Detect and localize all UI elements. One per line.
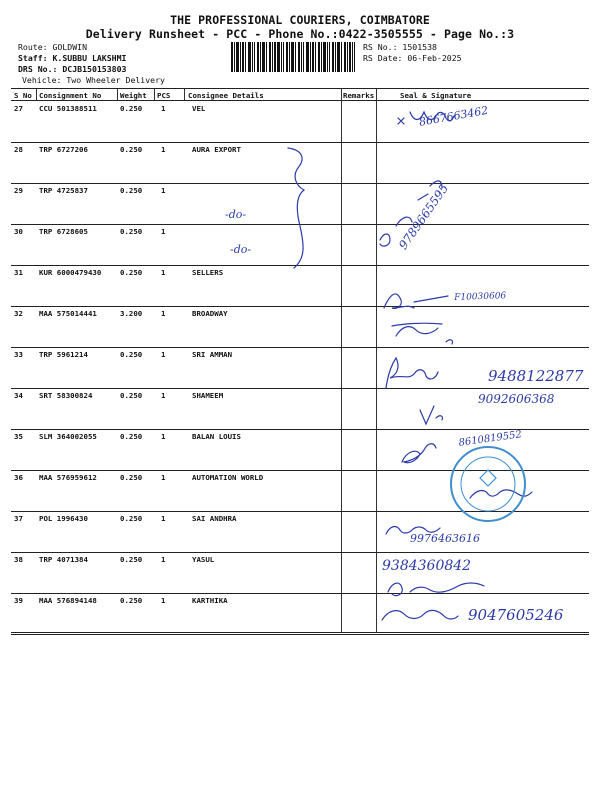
row-sno: 37 bbox=[14, 514, 23, 523]
row-pcs: 1 bbox=[161, 473, 166, 482]
row-sno: 38 bbox=[14, 555, 23, 564]
signature-31 bbox=[384, 294, 448, 308]
col-consignment: Consignment No bbox=[39, 91, 102, 100]
row-weight: 0.250 bbox=[120, 350, 143, 359]
row-pcs: 1 bbox=[161, 227, 166, 236]
row-pcs: 1 bbox=[161, 104, 166, 113]
handwritten-sig-38: 9384360842 bbox=[382, 558, 472, 574]
row-consignment-no: TRP 5961214 bbox=[39, 350, 88, 359]
row-weight: 0.250 bbox=[120, 145, 143, 154]
row-consignee: BROADWAY bbox=[192, 309, 228, 318]
row-consignment-no: POL 1996430 bbox=[39, 514, 88, 523]
row-consignment-no: CCU 501388511 bbox=[39, 104, 97, 113]
handwritten-sig-35: 8610819552 bbox=[458, 429, 523, 449]
vehicle-label: Vehicle: Two Wheeler Delivery bbox=[22, 75, 165, 85]
row-pcs: 1 bbox=[161, 145, 166, 154]
handwritten-sig-27: 8667663462 bbox=[418, 103, 490, 129]
seal-stamp bbox=[451, 447, 525, 521]
handwritten-sig-33: 9488122877 bbox=[488, 367, 584, 385]
row-sno: 28 bbox=[14, 145, 23, 154]
handwritten-sig-31: F10030606 bbox=[454, 291, 507, 303]
row-consignee: SHAMEEM bbox=[192, 391, 224, 400]
handwritten-sig-39: 9047605246 bbox=[468, 606, 564, 624]
row-consignee: YASUL bbox=[192, 555, 215, 564]
drs-label: DRS No.: DCJB150153803 bbox=[18, 64, 127, 74]
row-pcs: 1 bbox=[161, 268, 166, 277]
row-pcs: 1 bbox=[161, 350, 166, 359]
row-consignee: KARTHIKA bbox=[192, 596, 228, 605]
row-sno: 30 bbox=[14, 227, 23, 236]
row-weight: 0.250 bbox=[120, 186, 143, 195]
signature-35 bbox=[402, 444, 436, 463]
row-consignee: SAI ANDHRA bbox=[192, 514, 237, 523]
col-remarks: Remarks bbox=[343, 91, 375, 100]
col-consignee: Consignee Details bbox=[188, 91, 264, 100]
row-consignee: SRI AMMAN bbox=[192, 350, 233, 359]
row-sno: 29 bbox=[14, 186, 23, 195]
row-consignment-no: TRP 4725837 bbox=[39, 186, 88, 195]
signature-38 bbox=[388, 583, 484, 596]
row-consignment-no: SLM 364002055 bbox=[39, 432, 97, 441]
row-weight: 0.250 bbox=[120, 432, 143, 441]
handwritten-sig-29: 9789665595 bbox=[396, 181, 452, 253]
row-weight: 0.250 bbox=[120, 473, 143, 482]
company-title: THE PROFESSIONAL COURIERS, COIMBATORE bbox=[170, 13, 430, 27]
handwritten-ditto-1: -do- bbox=[225, 208, 247, 221]
row-sno: 36 bbox=[14, 473, 23, 482]
staff-label: Staff: K.SUBBU LAKSHMI bbox=[18, 53, 127, 63]
row-weight: 0.250 bbox=[120, 596, 143, 605]
handwritten-sig-37: 9976463616 bbox=[410, 532, 480, 545]
row-sno: 34 bbox=[14, 391, 23, 400]
handwritten-ditto-2: -do- bbox=[230, 243, 252, 256]
col-signature: Seal & Signature bbox=[400, 91, 472, 100]
row-pcs: 1 bbox=[161, 391, 166, 400]
row-weight: 0.250 bbox=[120, 227, 143, 236]
col-sno: S No bbox=[14, 91, 32, 100]
signature-39 bbox=[382, 610, 458, 620]
row-pcs: 1 bbox=[161, 555, 166, 564]
row-consignment-no: MAA 576894148 bbox=[39, 596, 97, 605]
signature-32 bbox=[392, 323, 453, 344]
rs-date: RS Date: 06-Feb-2025 bbox=[363, 53, 462, 63]
row-pcs: 1 bbox=[161, 432, 166, 441]
row-weight: 0.250 bbox=[120, 555, 143, 564]
row-consignee: SELLERS bbox=[192, 268, 224, 277]
row-consignment-no: MAA 575014441 bbox=[39, 309, 97, 318]
row-weight: 0.250 bbox=[120, 268, 143, 277]
runsheet-subtitle: Delivery Runsheet - PCC - Phone No.:0422-3505555 - Page No.:3 bbox=[85, 27, 515, 41]
row-sno: 35 bbox=[14, 432, 23, 441]
row-sno: 27 bbox=[14, 104, 23, 113]
row-weight: 3.200 bbox=[120, 309, 143, 318]
signature-33 bbox=[386, 358, 438, 388]
signature-34 bbox=[420, 406, 443, 424]
row-consignee: AURA EXPORT bbox=[192, 145, 241, 154]
brace-mark bbox=[288, 148, 304, 268]
row-weight: 0.250 bbox=[120, 391, 143, 400]
col-pcs: PCS bbox=[157, 91, 171, 100]
row-consignment-no: MAA 576959612 bbox=[39, 473, 97, 482]
row-pcs: 1 bbox=[161, 596, 166, 605]
row-consignment-no: SRT 58300824 bbox=[39, 391, 93, 400]
row-consignment-no: KUR 6000479430 bbox=[39, 268, 102, 277]
row-consignment-no: TRP 6727206 bbox=[39, 145, 88, 154]
row-consignment-no: TRP 4071384 bbox=[39, 555, 88, 564]
row-pcs: 1 bbox=[161, 514, 166, 523]
handwritten-sig-34: 9092606368 bbox=[478, 392, 555, 406]
row-consignee: BALAN LOUIS bbox=[192, 432, 241, 441]
row-consignment-no: TRP 6728605 bbox=[39, 227, 88, 236]
row-sno: 31 bbox=[14, 268, 23, 277]
row-pcs: 1 bbox=[161, 186, 166, 195]
row-sno: 32 bbox=[14, 309, 23, 318]
row-pcs: 1 bbox=[161, 309, 166, 318]
row-weight: 0.250 bbox=[120, 514, 143, 523]
row-sno: 33 bbox=[14, 350, 23, 359]
row-consignee: AUTOMATION WORLD bbox=[192, 473, 264, 482]
row-consignee: VEL bbox=[192, 104, 206, 113]
row-sno: 39 bbox=[14, 596, 23, 605]
row-weight: 0.250 bbox=[120, 104, 143, 113]
col-weight: Weight bbox=[120, 91, 147, 100]
rs-number: RS No.: 1501538 bbox=[363, 42, 437, 52]
route-label: Route: GOLDWIN bbox=[18, 42, 88, 52]
